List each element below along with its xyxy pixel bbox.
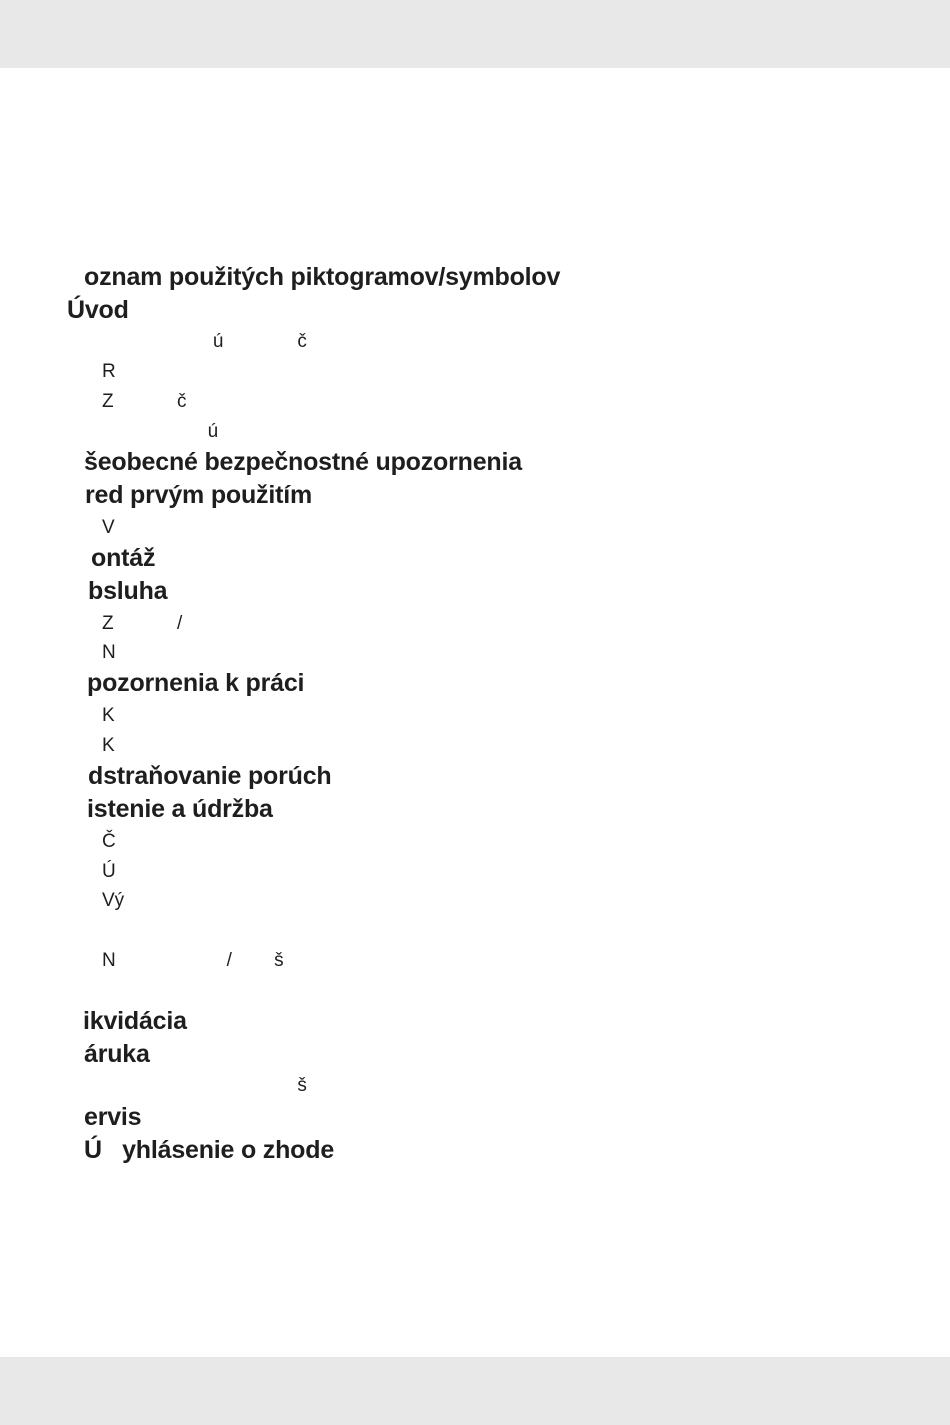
toc-heading: šeobecné bezpečnostné upozornenia [84,448,522,476]
toc-subentry: ú [102,421,219,442]
toc-heading: bsluha [88,577,168,605]
toc-subentry: Z č [102,391,187,412]
bottom-band [0,1357,950,1425]
toc-heading: áruka [84,1040,150,1068]
toc-subentry: N [102,642,116,663]
toc-heading: ervis [84,1103,142,1131]
toc-subentry: K [102,705,115,726]
toc-subentry: K [102,735,115,756]
toc-heading: oznam použitých piktogramov/symbolov [84,263,561,291]
toc-heading: pozornenia k práci [87,669,305,697]
toc-subentry: Ú [102,861,116,882]
toc-heading: ikvidácia [83,1007,187,1035]
toc-subentry: š [102,1075,307,1096]
toc-heading: Ú yhlásenie o zhode [84,1136,335,1164]
toc-heading: dstraňovanie porúch [88,762,332,790]
toc-subentry: ú č [102,331,307,352]
toc-heading: red prvým použitím [85,481,312,509]
toc-subentry: Č [102,831,116,852]
toc-subentry: V [102,517,115,538]
toc-subentry: N / š [102,950,284,971]
toc-subentry: R [102,361,116,382]
toc-subentry: Vý [102,890,125,911]
toc-heading: istenie a údržba [87,795,273,823]
toc-heading: Úvod [67,296,129,324]
toc-subentry: Z / [102,613,183,634]
toc-heading: ontáž [91,544,156,572]
